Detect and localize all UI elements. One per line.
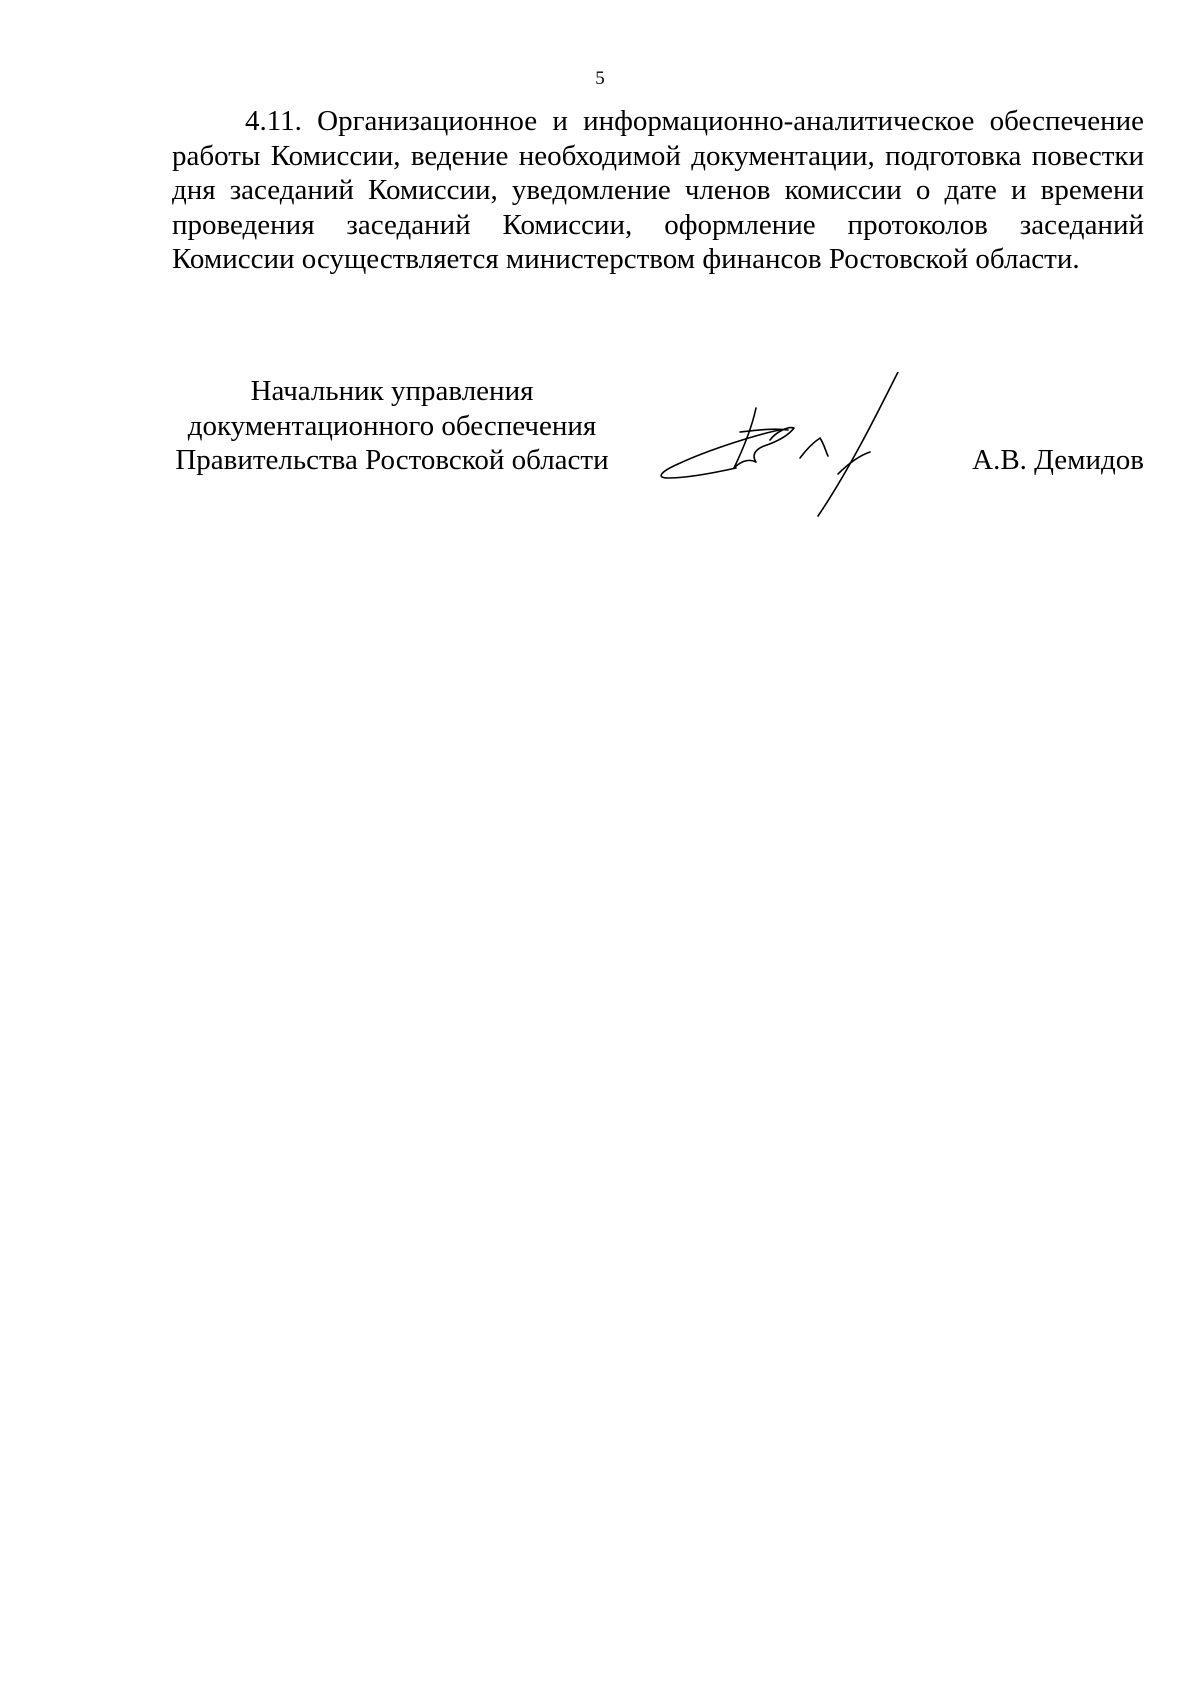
signer-position-line-3: Правительства Ростовской области (175, 444, 609, 476)
signer-position-line-2: документационного обеспечения (187, 409, 597, 442)
signer-position (172, 374, 612, 478)
signer-name: А.В. Демидов (972, 444, 1144, 476)
signature-block (172, 374, 1144, 534)
handwritten-signature (648, 372, 928, 532)
clause-4-11-paragraph: 4.11. Организационное и информационно-аналитическое обеспечение работы Комиссии, ведение необходимой документации, подготовка повестки дня заседаний Комиссии, уведомление членов комиссии о дате и времени проведения заседаний Комиссии, оформление протоколов заседаний Комиссии осуществляется министерством финансов Ростовской области. (172, 105, 1144, 275)
page-number: 5 (595, 68, 605, 89)
signer-position-line-1: Начальник управления (250, 375, 534, 407)
